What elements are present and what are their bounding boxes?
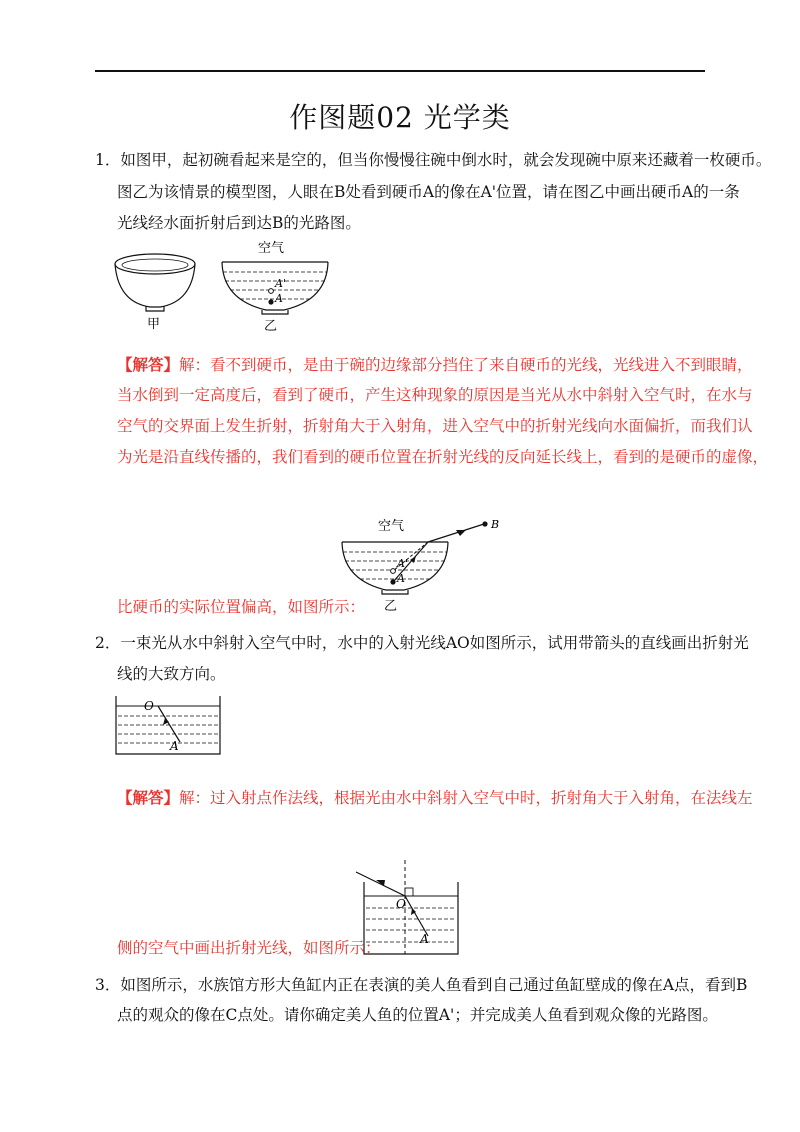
a1-fig-yi-label: 乙 xyxy=(384,599,398,614)
a2-fig-o-label: O xyxy=(396,897,406,911)
bowl-figure-jia xyxy=(110,244,200,336)
bowl-figure-yi xyxy=(218,238,333,336)
a1-line-4: 为光是沿直线传播的，我们看到的硬币位置在折射光线的反向延长线上，看到的是硬币的虚像， xyxy=(117,448,769,466)
fig-yi-a-label: A xyxy=(275,292,283,305)
q3-line-2: 点的观众的像在C点处。请你确定美人鱼的位置A'；并完成美人鱼看到观众像的光路图。 xyxy=(117,1006,718,1024)
q3-line-1: 3．如图所示，水族馆方形大鱼缸内正在表演的美人鱼看到自己通过鱼缸壁成的像在A点，看到B xyxy=(95,976,748,994)
q1-line-1: 1．如图甲，起初碗看起来是空的，但当你慢慢往碗中倒水时，就会发现碗中原来还藏着一枚硬币。 xyxy=(95,151,772,169)
a2-line-2: 侧的空气中画出折射光线，如图所示： xyxy=(117,939,381,957)
a1-line-1 xyxy=(117,355,753,375)
tank-figure-q2 xyxy=(112,692,224,758)
a1-line-5: 比硬币的实际位置偏高，如图所示： xyxy=(117,598,366,616)
a2-fig-a-label: A xyxy=(420,932,429,946)
a2-line-1-text: 解：过入射点作法线，根据光由水中斜射入空气中时，折射角大于入射角，在法线左 xyxy=(179,789,753,807)
q1-line-3: 光线经水面折射后到达B的光路图。 xyxy=(117,214,361,232)
a2-tag: 【解答】 xyxy=(117,788,180,807)
a1-line-1-text: 解：看不到硬币，是由于碗的边缘部分挡住了来自硬币的光线，光线进入不到眼睛， xyxy=(179,356,753,374)
q1-line-2: 图乙为该情景的模型图，人眼在B处看到硬币A的像在A'位置，请在图乙中画出硬币A的一条 xyxy=(117,183,740,201)
fig-yi-air-label: 空气 xyxy=(258,241,285,256)
a1-line-3: 空气的交界面上发生折射，折射角大于入射角，进入空气中的折射光线向水面偏折，而我们认 xyxy=(117,417,753,435)
a1-fig-b-label: B xyxy=(491,518,500,531)
a2-line-1 xyxy=(117,788,753,808)
a1-fig-a-label: A xyxy=(397,572,405,585)
a1-fig-air-label: 空气 xyxy=(378,519,405,534)
q2-line-1: 2．一束光从水中斜射入空气中时，水中的入射光线AO如图所示，试用带箭头的直线画出折射光 xyxy=(95,634,749,652)
fig-yi-a-prime-label: A' xyxy=(275,277,286,290)
a1-fig-a-prime-label: A' xyxy=(397,557,408,570)
top-rule xyxy=(95,70,705,72)
page-title: 作图题02 光学类 xyxy=(289,101,511,134)
fig-yi-label: 乙 xyxy=(264,319,278,334)
q2-line-2: 线的大致方向。 xyxy=(117,665,226,683)
q2-fig-a-label: A xyxy=(170,739,179,753)
a1-line-2: 当水倒到一定高度后，看到了硬币，产生这种现象的原因是当光从水中斜射入空气时，在水与 xyxy=(117,386,753,404)
a1-tag: 【解答】 xyxy=(117,355,180,374)
q2-fig-o-label: O xyxy=(144,699,154,713)
fig-jia-label: 甲 xyxy=(147,317,161,332)
